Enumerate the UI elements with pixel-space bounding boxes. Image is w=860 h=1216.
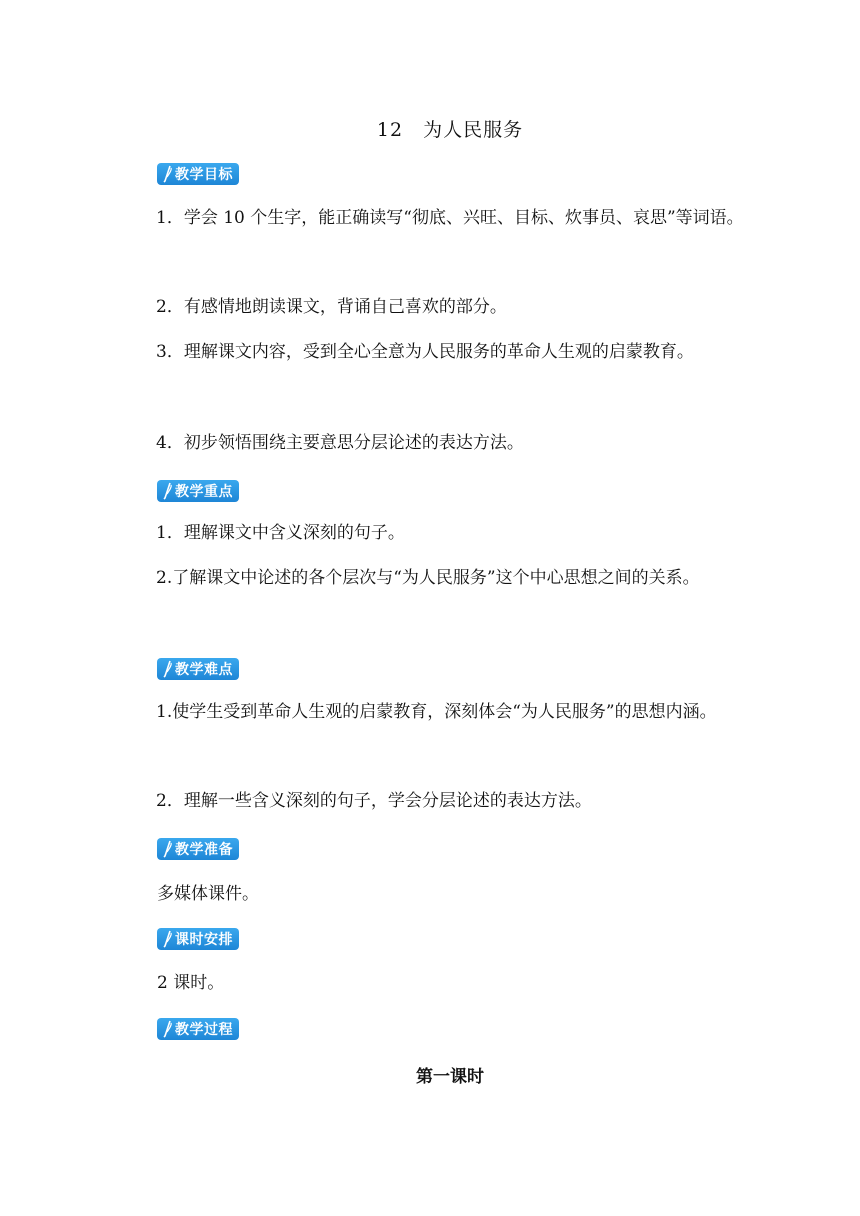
pen-icon bbox=[163, 930, 173, 948]
key-point-item: 2.了解课文中论述的各个层次与“为人民服务”这个中心思想之间的关系。 bbox=[156, 568, 700, 588]
key-point-item: 1．理解课文中含义深刻的句子。 bbox=[156, 523, 405, 543]
goal-item: 2．有感情地朗读课文，背诵自己喜欢的部分。 bbox=[156, 297, 507, 317]
badge-label: 教学准备 bbox=[175, 841, 233, 858]
badge-key-points bbox=[157, 479, 239, 502]
pen-icon bbox=[163, 840, 173, 858]
preparation-text: 多媒体课件。 bbox=[157, 884, 259, 904]
difficulty-item: 2．理解一些含义深刻的句子，学会分层论述的表达方法。 bbox=[156, 791, 592, 811]
first-period-heading: 第一课时 bbox=[416, 1067, 484, 1087]
badge-difficulties bbox=[157, 657, 239, 680]
badge-process bbox=[157, 1017, 239, 1040]
difficulty-item: 1.使学生受到革命人生观的启蒙教育，深刻体会“为人民服务”的思想内涵。 bbox=[156, 702, 717, 722]
badge-teaching-goals bbox=[157, 162, 239, 185]
schedule-text: 2 课时。 bbox=[157, 973, 225, 993]
goal-item: 1．学会 10 个生字，能正确读写“彻底、兴旺、目标、炊事员、哀思”等词语。 bbox=[156, 208, 744, 228]
pen-icon bbox=[163, 660, 173, 678]
badge-label: 课时安排 bbox=[175, 931, 233, 948]
pen-icon bbox=[163, 1020, 173, 1038]
badge-label: 教学过程 bbox=[175, 1021, 233, 1038]
badge-label: 教学难点 bbox=[175, 661, 233, 678]
goal-item: 4．初步领悟围绕主要意思分层论述的表达方法。 bbox=[156, 433, 524, 453]
badge-label: 教学重点 bbox=[175, 483, 233, 500]
badge-schedule bbox=[157, 927, 239, 950]
page-title: 12 为人民服务 bbox=[376, 119, 524, 141]
goal-item: 3．理解课文内容，受到全心全意为人民服务的革命人生观的启蒙教育。 bbox=[156, 342, 694, 362]
pen-icon bbox=[163, 482, 173, 500]
badge-label: 教学目标 bbox=[175, 166, 233, 183]
pen-icon bbox=[163, 165, 173, 183]
badge-preparation bbox=[157, 837, 239, 860]
